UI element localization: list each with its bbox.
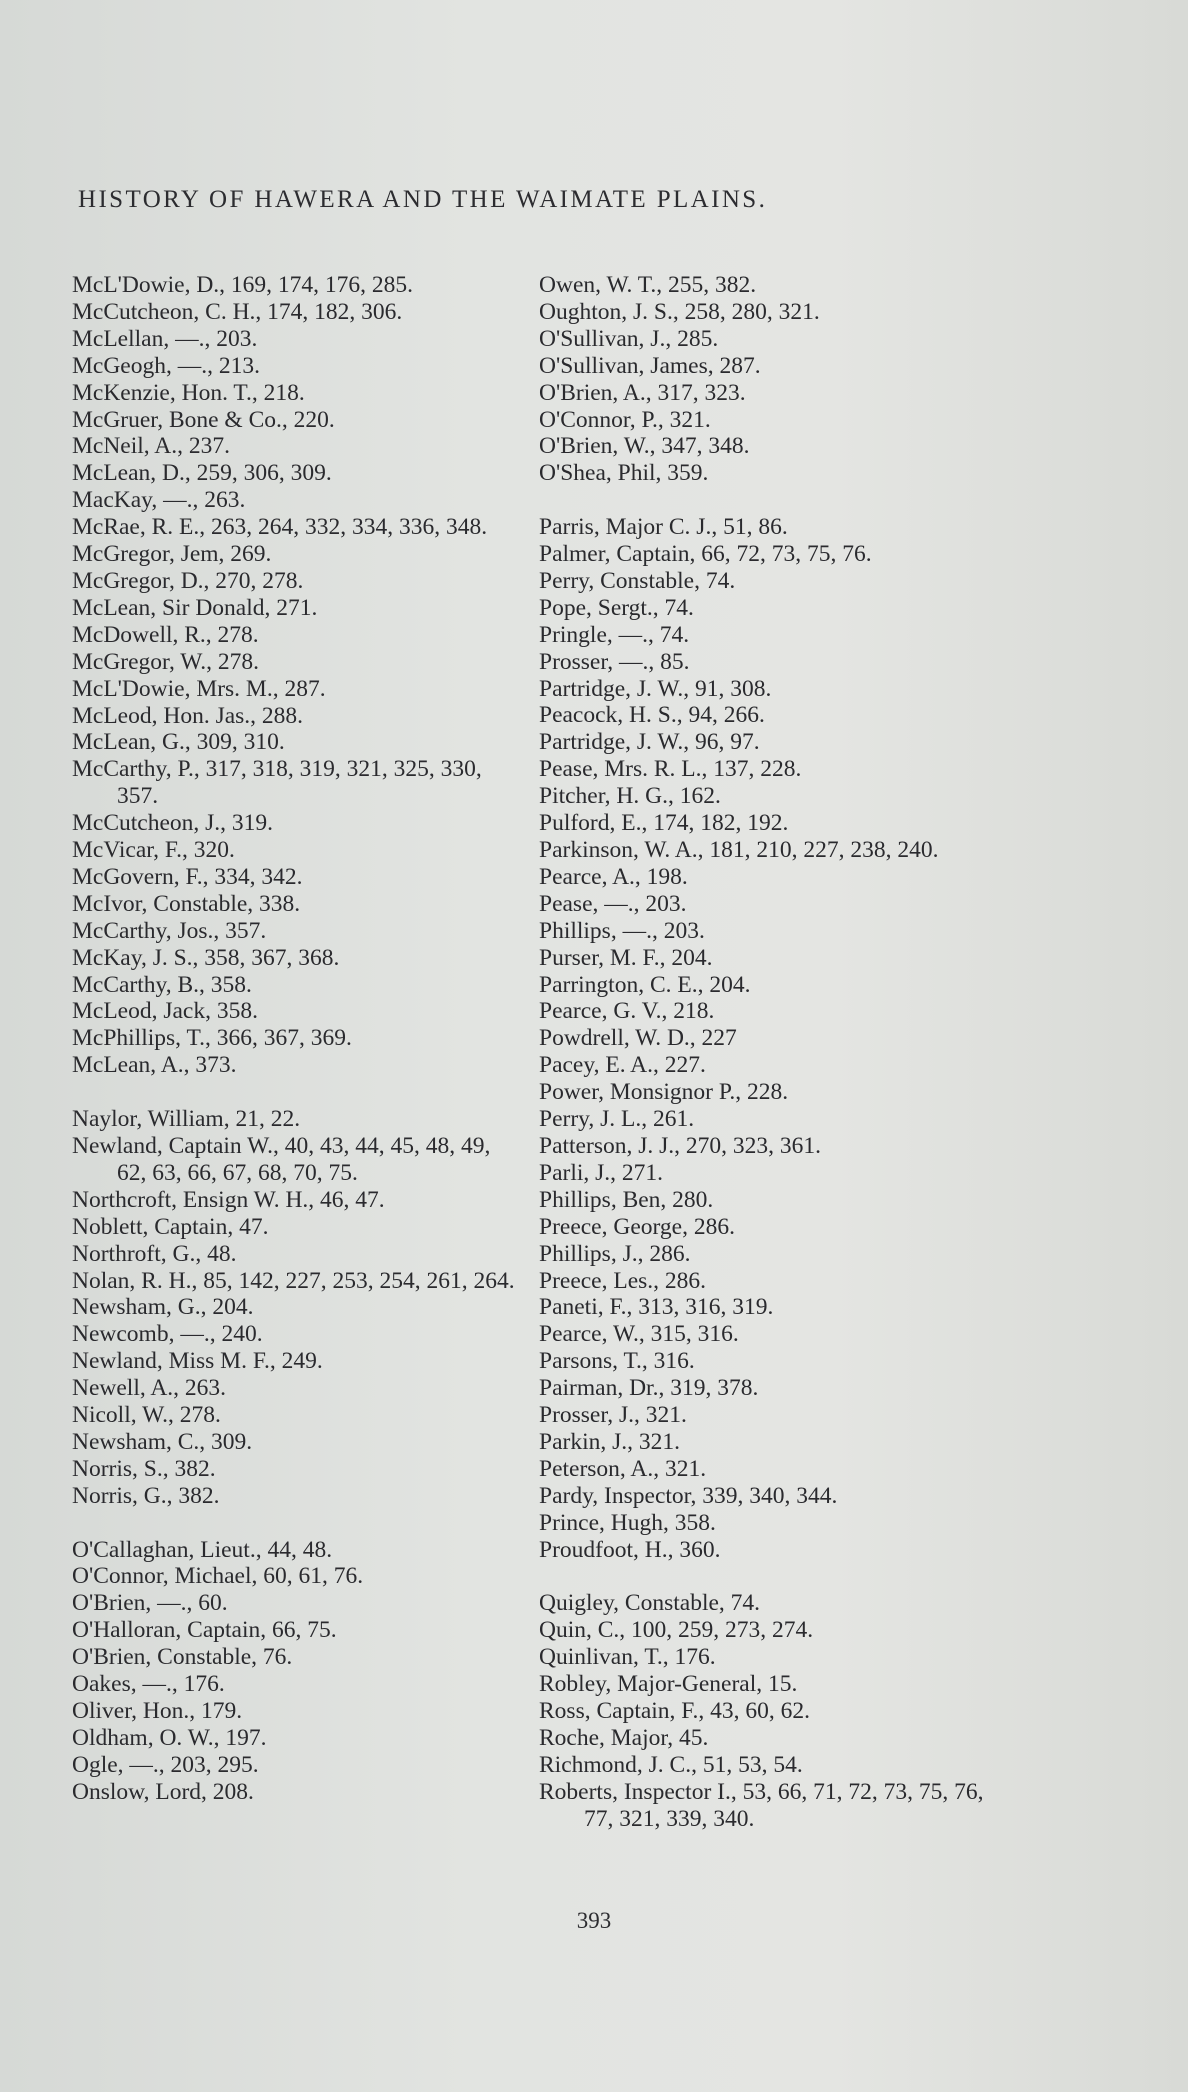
index-entry: Oughton, J. S., 258, 280, 321. [539, 298, 820, 325]
index-entry: McLean, G., 309, 310. [72, 729, 285, 756]
index-entry: McGregor, D., 270, 278. [72, 567, 304, 594]
index-entry: Peacock, H. S., 94, 266. [539, 702, 765, 729]
section-gap [539, 1563, 1009, 1590]
index-entry: Norris, G., 382. [72, 1482, 220, 1509]
index-entry: McNeil, A., 237. [72, 433, 230, 460]
index-entry: McGregor, W., 278. [72, 648, 260, 675]
index-entry: O'Brien, A., 317, 323. [539, 379, 746, 406]
index-entry: Pope, Sergt., 74. [539, 594, 694, 621]
index-entry: O'Brien, W., 347, 348. [539, 433, 750, 460]
index-entry: Roberts, Inspector I., 53, 66, 71, 72, 73, 75, 76, 77, 321, 339, 340. [539, 1778, 984, 1832]
index-entry: Newsham, G., 204. [72, 1294, 254, 1321]
index-entry: Prosser, J., 321. [539, 1402, 687, 1429]
index-entry: Paneti, F., 313, 316, 319. [539, 1294, 774, 1321]
index-entry: Pease, Mrs. R. L., 137, 228. [539, 756, 802, 783]
index-entry: Parkin, J., 321. [539, 1428, 680, 1455]
index-entry: Roche, Major, 45. [539, 1724, 709, 1751]
index-entry: McKenzie, Hon. T., 218. [72, 379, 305, 406]
index-entry: Pitcher, H. G., 162. [539, 783, 721, 810]
index-entry: Pearce, W., 315, 316. [539, 1321, 739, 1348]
index-entry: McLean, A., 373. [72, 1052, 237, 1079]
index-entry: Ross, Captain, F., 43, 60, 62. [539, 1698, 810, 1724]
index-entry: Newland, Miss M. F., 249. [72, 1348, 323, 1375]
index-entry: Newland, Captain W., 40, 43, 44, 45, 48, 49, 62, 63, 66, 67, 68, 70, 75. [72, 1132, 491, 1186]
index-entry: Pearce, A., 198. [539, 863, 688, 890]
index-entry: Powdrell, W. D., 227 [539, 1025, 737, 1052]
index-entry: Patterson, J. J., 270, 323, 361. [539, 1132, 821, 1159]
index-entry: Partridge, J. W., 91, 308. [539, 675, 772, 702]
page-number: 393 [576, 1908, 612, 1933]
index-entry: McCarthy, B., 358. [72, 971, 252, 998]
index-entry: McDowell, R., 278. [72, 621, 259, 648]
index-entry: Prosser, —., 85. [539, 648, 690, 675]
index-column-right [539, 272, 1009, 1833]
index-entry: Partridge, J. W., 96, 97. [539, 729, 760, 756]
index-entry: McLean, D., 259, 306, 309. [72, 460, 332, 487]
index-entry: Palmer, Captain, 66, 72, 73, 75, 76. [539, 541, 872, 568]
index-column-left [72, 272, 522, 1806]
index-entry: Quinlivan, T., 176. [539, 1644, 716, 1671]
index-entry: O'Connor, Michael, 60, 61, 76. [72, 1563, 364, 1590]
index-entry: Prince, Hugh, 358. [539, 1509, 716, 1536]
running-header: HISTORY OF HAWERA AND THE WAIMATE PLAINS. [78, 186, 768, 213]
index-entry: O'Sullivan, James, 287. [539, 352, 761, 379]
section-gap [72, 1510, 522, 1537]
index-entry: Peterson, A., 321. [539, 1455, 707, 1482]
index-entry: O'Connor, P., 321. [539, 406, 711, 433]
index-entry: Preece, George, 286. [539, 1213, 735, 1240]
index-entry: Pease, —., 203. [539, 890, 687, 917]
index-entry: McCarthy, Jos., 357. [72, 917, 267, 944]
index-entry: Northcroft, Ensign W. H., 46, 47. [72, 1186, 385, 1213]
index-entry: McCarthy, P., 317, 318, 319, 321, 325, 330, 357. [72, 756, 482, 810]
index-entry: McCutcheon, C. H., 174, 182, 306. [72, 298, 403, 325]
index-entry: Quigley, Constable, 74. [539, 1590, 761, 1617]
index-entry: Phillips, —., 203. [539, 917, 705, 944]
index-entry: Perry, Constable, 74. [539, 567, 736, 594]
index-entry: Onslow, Lord, 208. [72, 1778, 254, 1805]
index-entry: Parli, J., 271. [539, 1159, 664, 1186]
index-entry: Preece, Les., 286. [539, 1267, 707, 1294]
index-entry: Quin, C., 100, 259, 273, 274. [539, 1617, 814, 1644]
index-entry: O'Shea, Phil, 359. [539, 460, 709, 487]
index-entry: Newell, A., 263. [72, 1375, 227, 1402]
index-entry: Nolan, R. H., 85, 142, 227, 253, 254, 261, 264. [72, 1267, 515, 1294]
index-entry: O'Callaghan, Lieut., 44, 48. [72, 1536, 333, 1563]
index-entry: Phillips, J., 286. [539, 1240, 691, 1267]
index-entry: McGruer, Bone & Co., 220. [72, 406, 335, 433]
index-entry: Naylor, William, 21, 22. [72, 1106, 301, 1133]
index-entry: McVicar, F., 320. [72, 837, 235, 864]
index-entry: Oakes, —., 176. [72, 1671, 225, 1698]
index-entry: Parkinson, W. A., 181, 210, 227, 238, 240. [539, 837, 939, 864]
index-entry: Newsham, C., 309. [72, 1428, 253, 1455]
index-entry: Norris, S., 382. [72, 1455, 216, 1482]
index-entry: Nicoll, W., 278. [72, 1402, 221, 1429]
index-entry: Richmond, J. C., 51, 53, 54. [539, 1751, 803, 1778]
index-entry: Perry, J. L., 261. [539, 1106, 695, 1133]
section-gap [539, 487, 1009, 514]
index-entry: McLeod, Hon. Jas., 288. [72, 702, 304, 729]
index-entry: Pairman, Dr., 319, 378. [539, 1375, 759, 1402]
index-entry: Parris, Major C. J., 51, 86. [539, 514, 788, 541]
index-entry: Ogle, —., 203, 295. [72, 1751, 259, 1778]
index-entry: O'Sullivan, J., 285. [539, 325, 719, 352]
index-entry: O'Brien, —., 60. [72, 1590, 228, 1617]
section-gap [72, 1079, 522, 1106]
index-entry: Pearce, G. V., 218. [539, 998, 715, 1025]
index-entry: Parsons, T., 316. [539, 1348, 695, 1375]
index-entry: McLean, Sir Donald, 271. [72, 594, 318, 621]
index-entry: McGeogh, —., 213. [72, 352, 260, 379]
index-entry: Robley, Major-General, 15. [539, 1671, 798, 1698]
index-entry: Northroft, G., 48. [72, 1240, 237, 1267]
index-entry: McGregor, Jem, 269. [72, 541, 272, 568]
index-entry: Oldham, O. W., 197. [72, 1724, 267, 1751]
index-entry: McL'Dowie, Mrs. M., 287. [72, 675, 326, 702]
index-entry: McLeod, Jack, 358. [72, 998, 258, 1025]
index-entry: McIvor, Constable, 338. [72, 890, 301, 917]
index-entry: Pringle, —., 74. [539, 621, 690, 648]
index-entry: McKay, J. S., 358, 367, 368. [72, 944, 340, 971]
index-entry: Power, Monsignor P., 228. [539, 1079, 789, 1106]
index-entry: Noblett, Captain, 47. [72, 1213, 269, 1240]
index-entry: Owen, W. T., 255, 382. [539, 272, 757, 298]
index-entry: O'Halloran, Captain, 66, 75. [72, 1617, 337, 1644]
index-entry: MacKay, —., 263. [72, 487, 246, 514]
index-entry: Pulford, E., 174, 182, 192. [539, 810, 789, 837]
index-entry: McGovern, F., 334, 342. [72, 863, 303, 890]
index-entry: Phillips, Ben, 280. [539, 1186, 714, 1213]
index-entry: McLellan, —., 203. [72, 325, 258, 352]
index-entry: Parrington, C. E., 204. [539, 971, 751, 998]
index-entry: Newcomb, —., 240. [72, 1321, 263, 1348]
index-entry: Purser, M. F., 204. [539, 944, 713, 971]
index-entry: Pacey, E. A., 227. [539, 1052, 706, 1079]
index-entry: McCutcheon, J., 319. [72, 810, 274, 837]
index-entry: McL'Dowie, D., 169, 174, 176, 285. [72, 272, 414, 298]
index-entry: Proudfoot, H., 360. [539, 1536, 721, 1563]
index-entry: McPhillips, T., 366, 367, 369. [72, 1025, 352, 1052]
index-entry: Pardy, Inspector, 339, 340, 344. [539, 1482, 838, 1509]
index-entry: O'Brien, Constable, 76. [72, 1644, 293, 1671]
index-entry: Oliver, Hon., 179. [72, 1698, 243, 1724]
index-entry: McRae, R. E., 263, 264, 332, 334, 336, 348. [72, 514, 488, 541]
